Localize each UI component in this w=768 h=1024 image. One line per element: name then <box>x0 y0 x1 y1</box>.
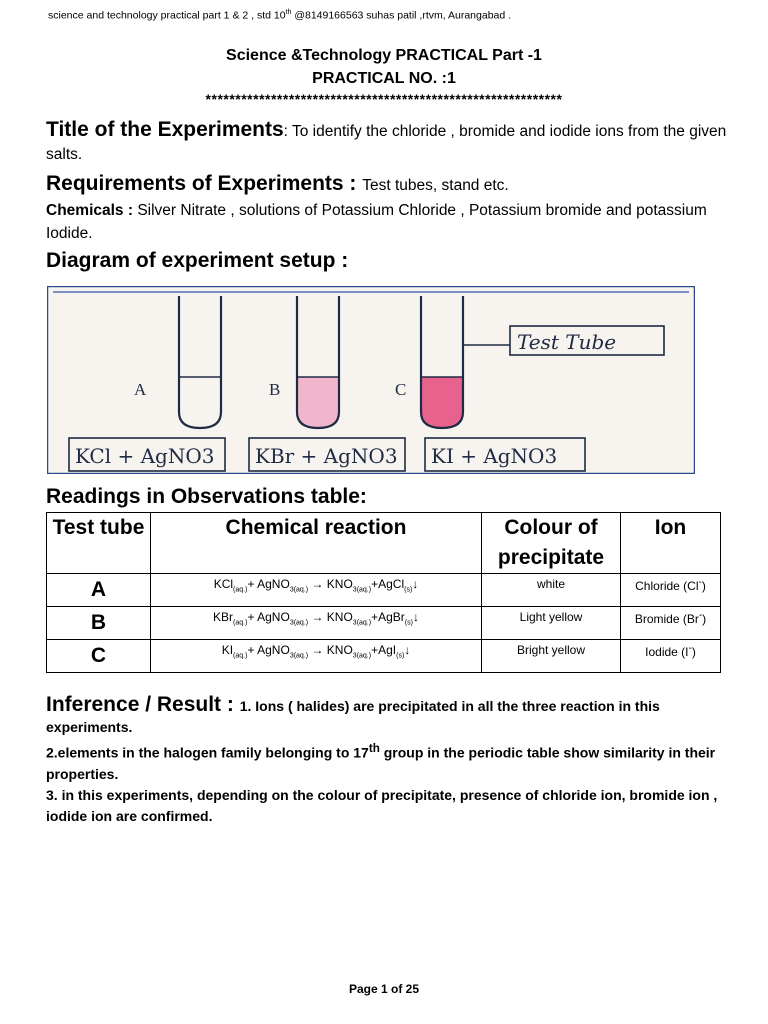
requirements-label: Requirements of Experiments : <box>46 172 363 195</box>
chemicals-section <box>46 199 736 245</box>
precipitate-arrow: ↓ <box>412 610 419 624</box>
tube-letter-c: C <box>395 380 407 399</box>
table-row <box>47 607 721 640</box>
reaction-arrow: → <box>311 610 324 624</box>
reaction-arrow: → <box>311 577 324 591</box>
table-header-row <box>47 513 721 574</box>
ion-cell: Chloride (Cl-) <box>621 574 721 607</box>
ion-cell: Iodide (I-) <box>621 640 721 673</box>
colour-cell: Bright yellow <box>482 640 621 673</box>
inference-item-2-start: 2.elements in the halogen family belonging to 17 <box>46 744 369 761</box>
tube-cell: B <box>47 607 151 640</box>
reaction-arrow: → <box>311 643 324 657</box>
header-colour-of-precipitate: Colour of precipitate <box>482 513 621 574</box>
inference-item-3: 3. in this experiments, depending on the colour of precipitate, presence of chloride ion, bromide ion , iodide ion are confirmed. <box>46 786 718 824</box>
tube-letter-a: A <box>134 380 147 399</box>
precipitate-arrow: ↓ <box>412 577 419 591</box>
inference-item-2-end: group in the periodic table show similarity in their properties. <box>46 744 716 782</box>
header-ion: Ion <box>621 513 721 574</box>
requirements-section <box>46 172 736 197</box>
colour-cell: white <box>482 574 621 607</box>
colour-cell: Light yellow <box>482 607 621 640</box>
star-divider: ************************************************************ <box>205 91 563 107</box>
observations-heading: Readings in Observations table: <box>46 485 367 508</box>
callout-label: Test Tube <box>517 330 617 354</box>
inference-item-1: 1. Ions ( halides) are precipitated in all the three reaction in this experiments. <box>46 698 660 735</box>
label-text-a: KCl + AgNO3 <box>75 444 215 468</box>
tube-letter-b: B <box>269 380 281 399</box>
page-number: Page 1 of 25 <box>348 982 420 996</box>
requirements-text: Test tubes, stand etc. <box>362 177 509 194</box>
experiment-diagram-svg <box>47 286 695 474</box>
label-text-c: KI + AgNO3 <box>431 444 558 468</box>
inference-section <box>46 694 736 827</box>
tube-cell: C <box>47 640 151 673</box>
header-text-end: @8149166563 suhas patil ,rtvm, Aurangabad . <box>291 9 512 22</box>
diagram-heading: Diagram of experiment setup : <box>46 249 349 272</box>
practical-number: PRACTICAL NO. :1 <box>312 70 456 87</box>
reaction-cell: $KI_{(aq.)}+$ AgNO$_{3(aq.)}$ → $KNO_{3(aq.)}+AgI_{(s)}↓$ <box>151 640 482 673</box>
title-section <box>46 118 736 166</box>
precipitate-arrow: ↓ <box>404 643 411 657</box>
chemicals-text: Silver Nitrate , solutions of Potassium Chloride , Potassium bromide and potassium Iodide. <box>46 202 707 242</box>
ion-cell: Bromide (Br-) <box>621 607 721 640</box>
table-row <box>47 574 721 607</box>
tube-cell: A <box>47 574 151 607</box>
reaction-cell: KCl$_{(aq.)}$+ AgNO$_{3(aq.)}$ → $KNO_{3(aq.)}+AgCl_{(s)}↓$ <box>151 574 482 607</box>
header-chemical-reaction: Chemical reaction <box>151 513 482 574</box>
observations-table <box>46 512 721 673</box>
title-text: : To identify the chloride , bromide and iodide ions from the given salts. <box>46 123 727 163</box>
header-line <box>48 9 511 22</box>
reaction-cell: KBr$_{(aq.)}$+ AgNO$_{3(aq.)}$ → $KNO_{3(aq.)}+AgBr_{(s)}↓$ <box>151 607 482 640</box>
table-row <box>47 640 721 673</box>
header-sup: th <box>285 9 292 16</box>
inference-label: Inference / Result : <box>46 693 240 716</box>
header-text-start: science and technology practical part 1 & 2 , std 10 <box>48 9 286 22</box>
header-test-tube: Test tube <box>47 513 151 574</box>
chemicals-label: Chemicals : <box>46 202 138 219</box>
document-title: Science &Technology PRACTICAL Part -1 <box>226 47 542 64</box>
inference-item-2-sup: th <box>368 742 380 755</box>
label-text-b: KBr + AgNO3 <box>255 444 398 468</box>
experiment-diagram <box>47 286 695 474</box>
title-label: Title of the Experiments <box>46 118 284 141</box>
